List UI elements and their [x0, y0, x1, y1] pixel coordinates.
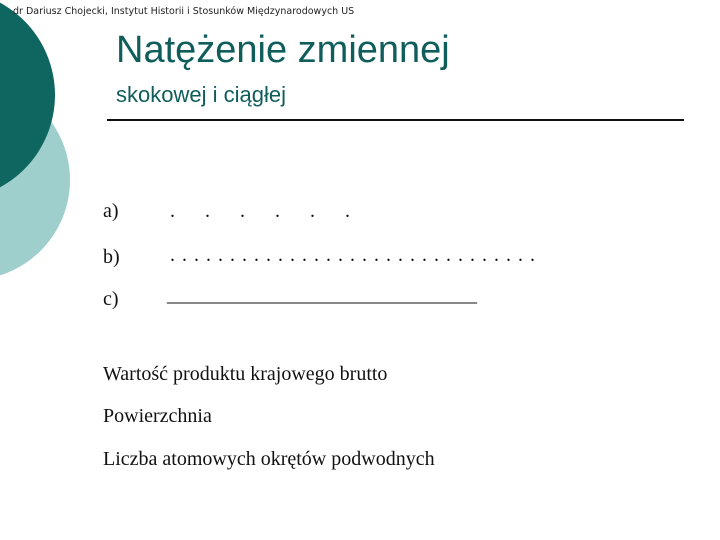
- decorative-circles: [0, 0, 80, 290]
- continuous-line: _______________________________: [167, 284, 477, 306]
- title-divider: [107, 119, 684, 121]
- example-submarines: Liczba atomowych okrętów podwodnych: [103, 448, 435, 470]
- discrete-dots: . . . . . .: [170, 200, 352, 222]
- dense-dots: ...............................: [170, 244, 542, 266]
- example-gdp: Wartość produktu krajowego brutto: [103, 363, 388, 385]
- row-label-b: b): [103, 246, 120, 268]
- slide-subtitle: skokowej i ciągłej: [116, 82, 286, 107]
- example-area: Powierzchnia: [103, 405, 212, 427]
- row-label-c: c): [103, 288, 119, 310]
- author-note: dr Dariusz Chojecki, Instytut Historii i Stosunków Międzynarodowych US: [13, 6, 355, 17]
- row-label-a: a): [103, 200, 119, 222]
- slide-title: Natężenie zmiennej: [116, 29, 450, 71]
